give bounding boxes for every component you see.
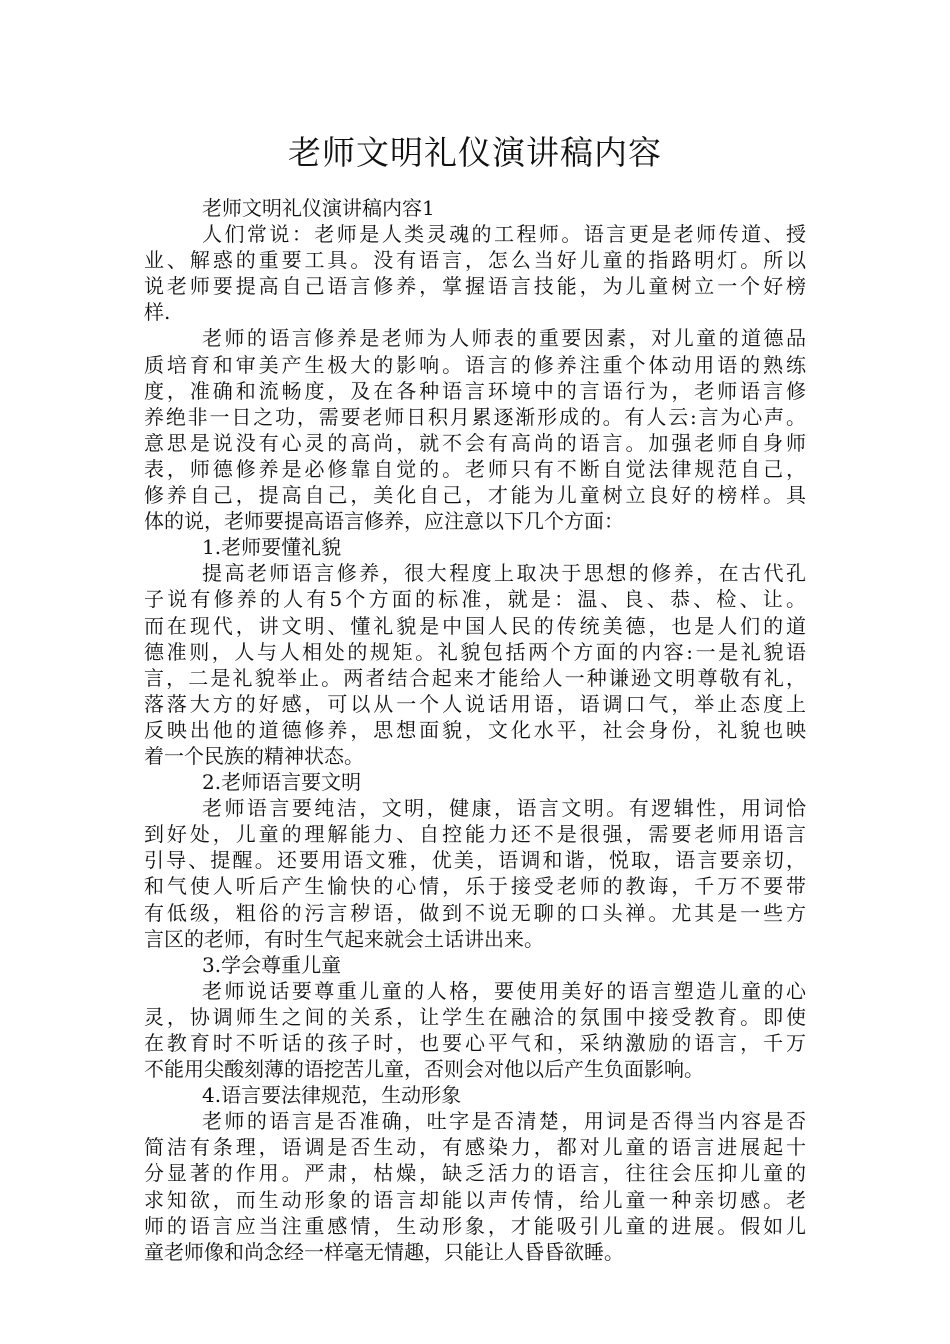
text-line: 养绝非一日之功，需要老师日积月累逐渐形成的。有人云:言为心声。 xyxy=(144,404,806,429)
text-line: 引导、提醒。还要用语文雅，优美，语调和谐，悦取，语言要亲切， xyxy=(144,848,806,873)
text-line: 童老师像和尚念经一样毫无情趣，只能让人昏昏欲睡。 xyxy=(144,1239,624,1264)
text-line: 2.老师语言要文明 xyxy=(202,770,362,795)
text-line: 业、解惑的重要工具。没有语言，怎么当好儿童的指路明灯。所以 xyxy=(144,248,806,273)
text-line: 着一个民族的精神状态。 xyxy=(144,743,364,768)
text-line: 意思是说没有心灵的高尚，就不会有高尚的语言。加强老师自身师 xyxy=(144,430,806,455)
text-line: 表，师德修养是必修靠自觉的。老师只有不断自觉法律规范自己， xyxy=(144,456,806,481)
text-line: 求知欲，而生动形象的语言却能以声传情，给儿童一种亲切感。老 xyxy=(144,1187,806,1212)
text-line: 和气使人听后产生愉快的心情，乐于接受老师的教诲，千万不要带 xyxy=(144,874,806,899)
text-line: 言区的老师，有时生气起来就会土话讲出来。 xyxy=(144,926,544,951)
text-line: 灵，协调师生之间的关系，让学生在融洽的氛围中接受教育。即使 xyxy=(144,1004,806,1029)
text-line: 老师文明礼仪演讲稿内容1 xyxy=(202,196,435,220)
text-line: 说老师要提高自己语言修养，掌握语言技能，为儿童树立一个好榜 xyxy=(144,274,806,299)
text-line: 到好处，儿童的理解能力、自控能力还不是很强，需要老师用语言 xyxy=(144,822,806,847)
document-body xyxy=(144,195,806,1265)
text-line: 老师说话要尊重儿童的人格，要使用美好的语言塑造儿童的心 xyxy=(202,978,806,1003)
text-line: 修养自己，提高自己，美化自己，才能为儿童树立良好的榜样。具 xyxy=(144,483,806,508)
text-line: 德准则，人与人相处的规矩。礼貌包括两个方面的内容:一是礼貌语 xyxy=(144,639,806,664)
text-line: 反映出他的道德修养，思想面貌，文化水平，社会身份，礼貌也映 xyxy=(144,717,806,742)
text-line: 师的语言应当注重感情，生动形象，才能吸引儿童的进展。假如儿 xyxy=(144,1213,806,1238)
document-page xyxy=(144,0,806,1265)
text-line: 简洁有条理，语调是否生动，有感染力，都对儿童的语言进展起十 xyxy=(144,1135,806,1160)
text-line: 样. xyxy=(144,300,171,325)
text-line: 人们常说：老师是人类灵魂的工程师。语言更是老师传道、授 xyxy=(202,222,806,247)
text-line: 不能用尖酸刻薄的语挖苦儿童，否则会对他以后产生负面影响。 xyxy=(144,1057,704,1082)
text-line: 而在现代，讲文明、懂礼貌是中国人民的传统美德，也是人们的道 xyxy=(144,613,806,638)
text-line: 老师的语言修养是老师为人师表的重要因素，对儿童的道德品 xyxy=(202,326,806,351)
text-line: 4.语言要法律规范，生动形象 xyxy=(202,1083,462,1108)
text-line: 体的说，老师要提高语言修养，应注意以下几个方面： xyxy=(144,509,624,534)
text-line: 提高老师语言修养，很大程度上取决于思想的修养，在古代孔 xyxy=(202,561,806,586)
text-line: 分显著的作用。严肃，枯燥，缺乏活力的语言，往往会压抑儿童的 xyxy=(144,1161,806,1186)
text-line: 落落大方的好感，可以从一个人说话用语，语调口气，举止态度上 xyxy=(144,691,806,716)
text-line: 有低级，粗俗的污言秽语，做到不说无聊的口头禅。尤其是一些方 xyxy=(144,900,806,925)
text-line: 3.学会尊重儿童 xyxy=(202,952,342,977)
text-line: 老师的语言是否准确，吐字是否清楚，用词是否得当内容是否 xyxy=(202,1109,806,1134)
text-line: 质培育和审美产生极大的影响。语言的修养注重个体动用语的熟练 xyxy=(144,352,806,377)
text-line: 言，二是礼貌举止。两者结合起来才能给人一种谦逊文明尊敬有礼， xyxy=(144,665,806,690)
document-title: 老师文明礼仪演讲稿内容 xyxy=(288,133,662,172)
text-line: 在教育时不听话的孩子时，也要心平气和，采纳激励的语言，千万 xyxy=(144,1031,806,1055)
text-line: 老师语言要纯洁，文明，健康，语言文明。有逻辑性，用词恰 xyxy=(202,796,806,821)
text-line: 子说有修养的人有5个方面的标准，就是：温、良、恭、检、让。 xyxy=(144,587,806,612)
text-line: 1.老师要懂礼貌 xyxy=(202,535,342,560)
text-line: 度，准确和流畅度，及在各种语言环境中的言语行为，老师语言修 xyxy=(144,378,806,403)
